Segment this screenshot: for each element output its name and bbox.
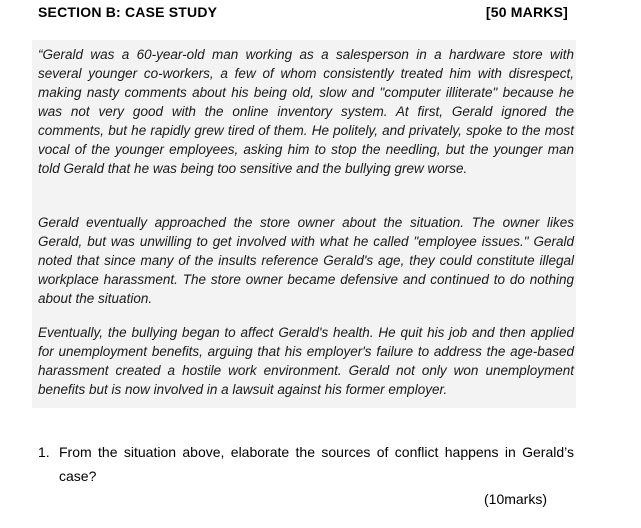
section-title: SECTION B: CASE STUDY xyxy=(38,4,218,20)
question-number: 1. xyxy=(38,444,50,460)
question-marks: (10marks) xyxy=(484,491,548,507)
case-paragraph-1: “Gerald was a 60-year-old man working as a salesperson in a hardware store with several younger co-workers, a few of whom consistently treated him with disrespect, making nasty comments about his being old, slow and "computer illiterate" because he was not very good with the online inventory system. At first, Gerald ignored the comments, but he rapidly grew tired of them. He politely, and privately, spoke to the most vocal of the younger employees, asking him to stop the needling, but the younger man told Gerald that he was being too sensitive and the bullying grew worse. xyxy=(38,47,574,176)
section-header xyxy=(38,4,568,22)
case-paragraph-3: Eventually, the bullying began to affect Gerald's health. He quit his job and then applied for unemployment benefits, arguing that his employer's failure to address the age-based harassment created a hostile work environment. Gerald not only won unemployment benefits but is now involved in a lawsuit against his former employer. xyxy=(38,325,574,397)
case-paragraph-2: Gerald eventually approached the store owner about the situation. The owner likes Gerald, but was unwilling to get involved with what he called "employee issues." Gerald noted that since many of the insults reference Gerald's age, they could constitute illegal workplace harassment. The store owner became defensive and continued to do nothing about the situation. xyxy=(38,215,574,306)
section-marks: [50 MARKS] xyxy=(485,4,568,20)
question-text: From the situation above, elaborate the sources of conflict happens in Gerald’s case? xyxy=(59,444,574,484)
